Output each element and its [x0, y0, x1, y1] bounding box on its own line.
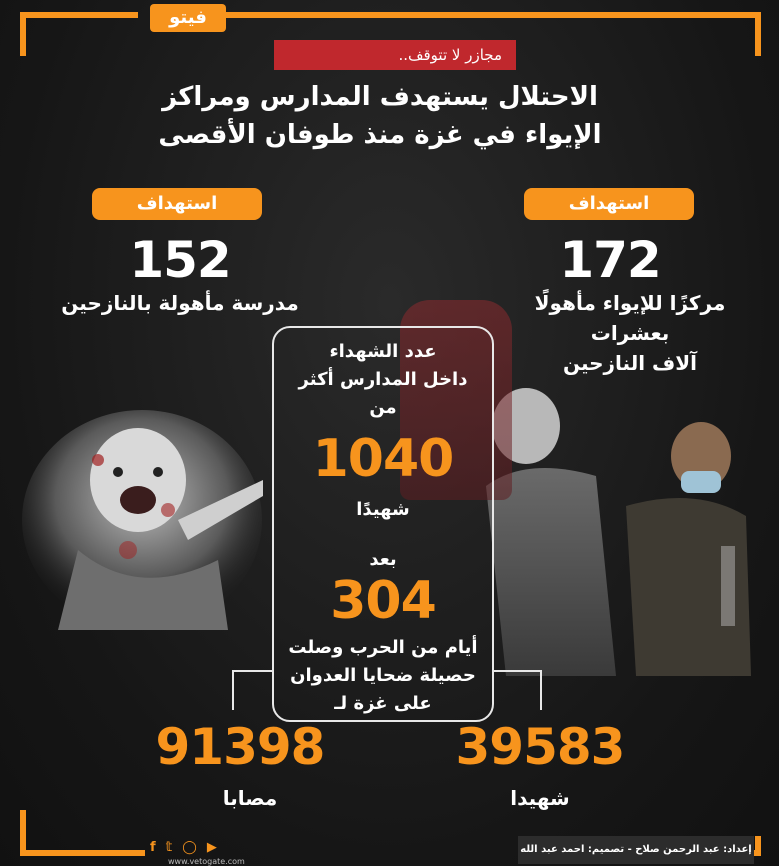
total-martyrs-value: 39583: [455, 718, 625, 776]
center-text-line: على غزة لـ: [334, 693, 432, 714]
crying-child-photo: [18, 400, 266, 640]
center-text-line: حصيلة ضحايا العدوان: [290, 665, 476, 686]
total-injured-label: مصابا: [222, 786, 278, 810]
connector-line: [232, 670, 234, 710]
wounded-men-photo: [486, 376, 756, 676]
youtube-icon[interactable]: ▶: [206, 840, 217, 855]
title-line-1: الاحتلال يستهدف المدارس ومراكز: [162, 82, 598, 112]
frame-corner: [755, 12, 761, 56]
social-icons: [150, 840, 217, 856]
page-title: [140, 78, 620, 154]
frame-corner: [20, 12, 138, 18]
war-days-value: 304: [330, 571, 436, 631]
martyrs-label: شهيدًا: [356, 499, 410, 520]
credits-bar: إعداد: عبد الرحمن صلاح - تصميم: احمد عبد الله: [518, 836, 754, 864]
connector-line: [232, 670, 274, 672]
center-text-line: من: [369, 397, 397, 418]
brand-logo: فيتو: [150, 4, 226, 32]
red-banner: مجازر لا تتوقف..: [274, 40, 516, 70]
martyrs-schools-text: [282, 338, 484, 422]
twitter-icon[interactable]: 𝕥: [165, 840, 173, 855]
stat-value-shelters: 172: [559, 231, 661, 289]
center-text-line: أيام من الحرب وصلت: [288, 637, 478, 658]
total-injured-value: 91398: [155, 718, 325, 776]
target-pill-right: استهداف: [524, 188, 694, 220]
frame-corner: [226, 12, 761, 18]
frame-corner: [20, 850, 145, 856]
after-label: بعد: [369, 549, 397, 570]
martyrs-in-schools-value: 1040: [312, 429, 454, 489]
war-days-desc: [276, 634, 490, 718]
stat-desc-line: آلاف النازحين: [562, 351, 698, 375]
connector-line: [494, 670, 542, 672]
instagram-icon[interactable]: ◯: [182, 840, 197, 855]
connector-line: [540, 670, 542, 710]
total-martyrs-label: شهيدا: [510, 786, 570, 810]
facebook-icon[interactable]: f: [150, 840, 156, 855]
stat-value-schools: 152: [129, 231, 231, 289]
center-text-line: داخل المدارس أكثر: [298, 369, 468, 390]
stat-desc-shelters: [500, 288, 760, 378]
frame-corner: [20, 12, 26, 56]
target-pill-left: استهداف: [92, 188, 262, 220]
center-text-line: عدد الشهداء: [329, 341, 437, 362]
stat-desc-line: مركزًا للإيواء مأهولًا بعشرات: [534, 291, 726, 345]
stat-desc-schools: مدرسة مأهولة بالنازحين: [61, 291, 299, 315]
website-link[interactable]: www.vetogate.com: [168, 857, 245, 866]
title-line-2: الإيواء في غزة منذ طوفان الأقصى: [158, 120, 602, 150]
